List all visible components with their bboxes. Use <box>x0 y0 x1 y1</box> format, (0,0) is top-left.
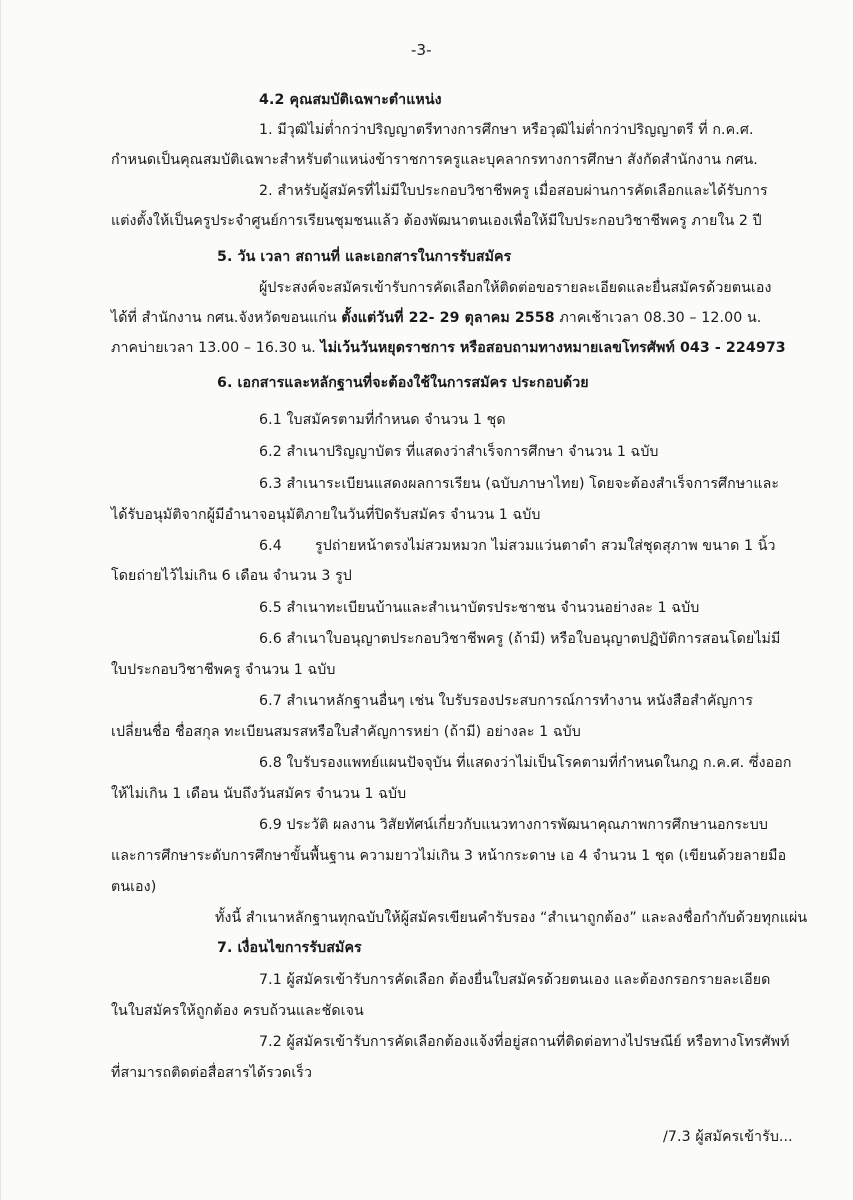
s6-item-6-3-line1: 6.3 สำเนาระเบียนแสดงผลการเรียน (ฉบับภาษาไทย) โดยจะต้องสำเร็จการศึกษาและ <box>259 476 780 492</box>
s42-item1-line1: 1. มีวุฒิไม่ต่ำกว่าปริญญาตรีทางการศึกษา หรือวุฒิไม่ต่ำกว่าปริญญาตรี ที่ ก.ค.ศ. <box>259 122 754 138</box>
s6-item-6-6-line2: ใบประกอบวิชาชีพครู จำนวน 1 ฉบับ <box>111 662 336 678</box>
s7-item-7-2-line1: 7.2 ผู้สมัครเข้ารับการคัดเลือกต้องแจ้งที่อยู่สถานที่ติดต่อทางไปรษณีย์ หรือทางโทรศัพท์ <box>259 1034 790 1050</box>
s42-item2-line1: 2. สำหรับผู้สมัครที่ไม่มีใบประกอบวิชาชีพครู เมื่อสอบผ่านการคัดเลือกและได้รับการ <box>259 183 768 199</box>
s7-item-7-1-line1: 7.1 ผู้สมัครเข้ารับการคัดเลือก ต้องยื่นใบสมัครด้วยตนเอง และต้องกรอกรายละเอียด <box>259 972 771 988</box>
s6-item-6-5: 6.5 สำเนาทะเบียนบ้านและสำเนาบัตรประชาชน จำนวนอย่างละ 1 ฉบับ <box>259 600 700 616</box>
section-7-heading: 7. เงื่อนไขการรับสมัคร <box>217 940 362 956</box>
continuation-note: /7.3 ผู้สมัครเข้ารับ... <box>663 1129 793 1145</box>
s6-item-6-9-line3: ตนเอง) <box>111 879 157 895</box>
s7-item-7-1-line2: ในใบสมัครให้ถูกต้อง ครบถ้วนและชัดเจน <box>111 1003 364 1019</box>
s6-item-6-4-line2: โดยถ่ายไว้ไม่เกิน 6 เดือน จำนวน 3 รูป <box>111 568 352 584</box>
s6-item-6-7-line1: 6.7 สำเนาหลักฐานอื่นๆ เช่น ใบรับรองประสบการณ์การทำงาน หนังสือสำคัญการ <box>259 693 754 709</box>
s5-line3 <box>111 338 786 358</box>
s5-line2 <box>111 308 761 328</box>
s6-item-6-7-line2: เปลี่ยนชื่อ ชื่อสกุล ทะเบียนสมรสหรือใบสำคัญการหย่า (ถ้ามี) อย่างละ 1 ฉบับ <box>111 724 581 740</box>
s42-item1-line2: กำหนดเป็นคุณสมบัติเฉพาะสำหรับตำแหน่งข้าราชการครูและบุคลากรทางการศึกษา สังกัดสำนักงาน กศน. <box>111 152 758 168</box>
s6-certification-note: ทั้งนี้ สำเนาหลักฐานทุกฉบับให้ผู้สมัครเขียนคำรับรอง “สำเนาถูกต้อง” และลงชื่อกำกับด้วยทุกแผ่น <box>215 910 808 926</box>
section-5-heading: 5. วัน เวลา สถานที่ และเอกสารในการรับสมัคร <box>217 249 512 265</box>
s6-item-6-4-number: 6.4 <box>259 538 282 554</box>
s5-line1: ผู้ประสงค์จะสมัครเข้ารับการคัดเลือกให้ติดต่อขอรายละเอียดและยื่นสมัครด้วยตนเอง <box>259 280 772 296</box>
s6-item-6-1: 6.1 ใบสมัครตามที่กำหนด จำนวน 1 ชุด <box>259 412 506 428</box>
section-6-heading: 6. เอกสารและหลักฐานที่จะต้องใช้ในการสมัคร ประกอบด้วย <box>217 375 589 391</box>
s6-item-6-4-line1: รูปถ่ายหน้าตรงไม่สวมหมวก ไม่สวมแว่นตาดำ สวมใส่ชุดสุภาพ ขนาด 1 นิ้ว <box>315 538 776 554</box>
page-number: -3- <box>411 41 432 59</box>
s6-item-6-8-line1: 6.8 ใบรับรองแพทย์แผนปัจจุบัน ที่แสดงว่าไม่เป็นโรคตามที่กำหนดในกฎ ก.ค.ศ. ซึ่งออก <box>259 755 792 771</box>
s6-item-6-3-line2: ได้รับอนุมัติจากผู้มีอำนาจอนุมัติภายในวันที่ปิดรับสมัคร จำนวน 1 ฉบับ <box>111 507 541 523</box>
s6-item-6-9-line1: 6.9 ประวัติ ผลงาน วิสัยทัศน์เกี่ยวกับแนวทางการพัฒนาคุณภาพการศึกษานอกระบบ <box>259 817 768 833</box>
s5-afternoon-hours: ภาคบ่ายเวลา 13.00 – 16.30 น. <box>111 340 321 356</box>
s6-item-6-8-line2: ให้ไม่เกิน 1 เดือน นับถึงวันสมัคร จำนวน 1 ฉบับ <box>111 786 407 802</box>
s6-item-6-6-line1: 6.6 สำเนาใบอนุญาตประกอบวิชาชีพครู (ถ้ามี) หรือใบอนุญาตปฏิบัติการสอนโดยไม่มี <box>259 631 781 647</box>
s7-item-7-2-line2: ที่สามารถติดต่อสื่อสารได้รวดเร็ว <box>111 1065 313 1081</box>
section-4-2-heading: 4.2 คุณสมบัติเฉพาะตำแหน่ง <box>259 92 442 108</box>
s5-application-dates: ตั้งแต่วันที่ 22- 29 ตุลาคม 2558 <box>341 310 555 326</box>
s5-phone-contact: ไม่เว้นวันหยุดราชการ หรือสอบถามทางหมายเลขโทรศัพท์ 043 - 224973 <box>320 340 786 356</box>
s5-line2-location: ได้ที่ สำนักงาน กศน.จังหวัดขอนแก่น <box>111 310 342 326</box>
s5-morning-hours: ภาคเช้าเวลา 08.30 – 12.00 น. <box>554 310 762 326</box>
s6-item-6-9-line2: และการศึกษาระดับการศึกษาขั้นพื้นฐาน ความยาวไม่เกิน 3 หน้ากระดาษ เอ 4 จำนวน 1 ชุด (เขียนด้วยลายมือ <box>111 848 787 864</box>
s6-item-6-2: 6.2 สำเนาปริญญาบัตร ที่แสดงว่าสำเร็จการศึกษา จำนวน 1 ฉบับ <box>259 444 659 460</box>
s42-item2-line2: แต่งตั้งให้เป็นครูประจำศูนย์การเรียนชุมชนแล้ว ต้องพัฒนาตนเองเพื่อให้มีใบประกอบวิชาชีพครู ภายใน 2 ปี <box>111 213 762 229</box>
